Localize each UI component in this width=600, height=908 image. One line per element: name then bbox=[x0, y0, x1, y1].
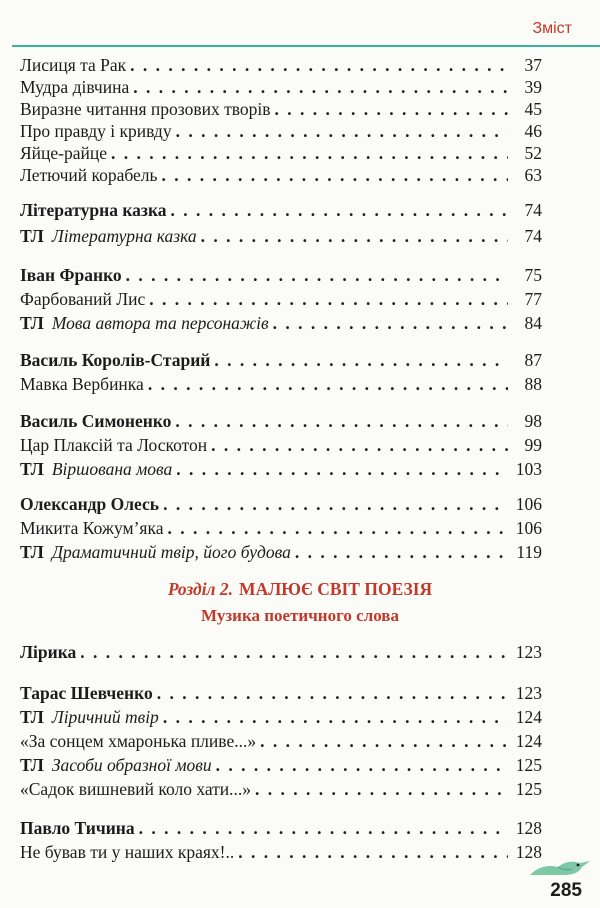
entry-title: Фарбований Лис bbox=[20, 289, 146, 309]
leader-dots bbox=[162, 164, 508, 186]
entry-title: Микита Кожум’яка bbox=[20, 518, 164, 538]
leader-dots bbox=[201, 225, 508, 247]
leader-dots bbox=[130, 54, 508, 76]
theory-prefix: ТЛ bbox=[20, 459, 44, 479]
entry-page: 128 bbox=[515, 818, 542, 838]
entry-page: 128 bbox=[515, 842, 542, 862]
entry-page: 87 bbox=[524, 350, 542, 370]
entry-title: Василь Королів-Старий bbox=[20, 350, 211, 370]
entry-title: Літературна казка bbox=[51, 226, 197, 246]
entry-page: 119 bbox=[516, 542, 542, 562]
entry-page: 45 bbox=[524, 99, 542, 119]
toc-entry[interactable] bbox=[20, 76, 542, 98]
theory-prefix: ТЛ bbox=[20, 707, 44, 727]
toc-author-entry[interactable] bbox=[20, 817, 542, 839]
entry-page: 84 bbox=[524, 313, 542, 333]
entry-page: 123 bbox=[515, 683, 542, 703]
toc-heading-entry[interactable] bbox=[20, 199, 542, 221]
toc-entry[interactable] bbox=[20, 778, 542, 800]
leader-dots bbox=[171, 199, 508, 221]
entry-title: Мавка Вербинка bbox=[20, 374, 144, 394]
leader-dots bbox=[163, 706, 508, 728]
entry-page: 63 bbox=[524, 165, 542, 185]
entry-title: Летючий корабель bbox=[20, 165, 158, 185]
entry-page: 124 bbox=[515, 707, 542, 727]
page-number: 285 bbox=[550, 880, 582, 901]
toc-entry[interactable] bbox=[20, 517, 542, 539]
entry-title: Мудра дівчина bbox=[20, 77, 130, 97]
entry-page: 52 bbox=[524, 143, 542, 163]
toc-heading-entry[interactable] bbox=[20, 641, 542, 663]
entry-page: 106 bbox=[515, 494, 542, 514]
leader-dots bbox=[148, 373, 508, 395]
entry-page: 106 bbox=[515, 518, 542, 538]
entry-title: Мова автора та персонажів bbox=[51, 313, 269, 333]
leader-dots bbox=[111, 142, 508, 164]
theory-prefix: ТЛ bbox=[20, 755, 44, 775]
leader-dots bbox=[176, 458, 508, 480]
toc-entry[interactable] bbox=[20, 288, 542, 310]
toc-theory-entry[interactable] bbox=[20, 541, 542, 563]
leader-dots bbox=[163, 493, 508, 515]
toc-entry[interactable] bbox=[20, 164, 542, 186]
entry-title: Василь Симоненко bbox=[20, 411, 172, 431]
entry-title: Олександр Олесь bbox=[20, 494, 160, 514]
theory-prefix: ТЛ bbox=[20, 313, 44, 333]
entry-title: «Садок вишневий коло хати...» bbox=[20, 779, 252, 799]
header-title: Зміст bbox=[532, 20, 572, 37]
entry-title: Не бував ти у наших краях!.. bbox=[20, 842, 235, 862]
entry-title: Виразне читання прозових творів bbox=[20, 99, 271, 119]
entry-title: Цар Плаксій та Лоскотон bbox=[20, 435, 208, 455]
leader-dots bbox=[157, 682, 508, 704]
toc-entry[interactable] bbox=[20, 142, 542, 164]
entry-page: 124 bbox=[515, 731, 542, 751]
leader-dots bbox=[275, 98, 508, 120]
entry-title: «За сонцем хмаронька пливе...» bbox=[20, 731, 257, 751]
entry-title: Павло Тичина bbox=[20, 818, 135, 838]
entry-title: Лисиця та Рак bbox=[20, 55, 127, 75]
toc-theory-entry[interactable] bbox=[20, 225, 542, 247]
entry-page: 39 bbox=[524, 77, 542, 97]
toc-theory-entry[interactable] bbox=[20, 312, 542, 334]
leader-dots bbox=[126, 264, 508, 286]
toc-entry[interactable] bbox=[20, 120, 542, 142]
entry-title: Засоби образної мови bbox=[51, 755, 212, 775]
entry-page: 98 bbox=[524, 411, 542, 431]
theory-prefix: ТЛ bbox=[20, 542, 44, 562]
leader-dots bbox=[133, 76, 508, 98]
bird-icon bbox=[528, 855, 592, 881]
section-title: МАЛЮЄ СВІТ ПОЕЗІЯ bbox=[239, 579, 433, 599]
entry-page: 75 bbox=[524, 265, 542, 285]
toc-author-entry[interactable] bbox=[20, 682, 542, 704]
entry-title: Віршована мова bbox=[51, 459, 173, 479]
header-divider bbox=[12, 45, 600, 47]
entry-page: 125 bbox=[515, 755, 542, 775]
toc-entry[interactable] bbox=[20, 841, 542, 863]
leader-dots bbox=[214, 349, 508, 371]
leader-dots bbox=[175, 410, 508, 432]
entry-title: Лірика bbox=[20, 642, 77, 662]
leader-dots bbox=[139, 817, 508, 839]
leader-dots bbox=[211, 434, 508, 456]
entry-page: 74 bbox=[524, 200, 542, 220]
toc-entry[interactable] bbox=[20, 730, 542, 752]
toc-theory-entry[interactable] bbox=[20, 458, 542, 480]
section-label: Розділ 2. bbox=[167, 579, 234, 599]
entry-title: Літературна казка bbox=[20, 200, 167, 220]
leader-dots bbox=[176, 120, 508, 142]
entry-page: 99 bbox=[524, 435, 542, 455]
entry-title: Драматичний твір, його будова bbox=[51, 542, 291, 562]
toc-theory-entry[interactable] bbox=[20, 706, 542, 728]
entry-title: Ліричний твір bbox=[51, 707, 159, 727]
entry-title: Яйце-райце bbox=[20, 143, 108, 163]
leader-dots bbox=[80, 641, 508, 663]
entry-title: Про правду і кривду bbox=[20, 121, 172, 141]
toc-theory-entry[interactable] bbox=[20, 754, 542, 776]
leader-dots bbox=[216, 754, 508, 776]
toc-entry[interactable] bbox=[20, 373, 542, 395]
toc-entry[interactable] bbox=[20, 54, 542, 76]
entry-page: 46 bbox=[524, 121, 542, 141]
toc-author-entry[interactable] bbox=[20, 264, 542, 286]
leader-dots bbox=[255, 778, 508, 800]
entry-page: 77 bbox=[524, 289, 542, 309]
entry-page: 125 bbox=[515, 779, 542, 799]
theory-prefix: ТЛ bbox=[20, 226, 44, 246]
toc-author-entry[interactable] bbox=[20, 349, 542, 371]
toc-author-entry[interactable] bbox=[20, 493, 542, 515]
toc-entry[interactable] bbox=[20, 434, 542, 456]
entry-page: 123 bbox=[515, 642, 542, 662]
leader-dots bbox=[167, 517, 508, 539]
leader-dots bbox=[238, 841, 508, 863]
entry-page: 37 bbox=[524, 55, 542, 75]
entry-title: Іван Франко bbox=[20, 265, 122, 285]
leader-dots bbox=[273, 312, 508, 334]
leader-dots bbox=[260, 730, 508, 752]
toc-author-entry[interactable] bbox=[20, 410, 542, 432]
entry-title: Тарас Шевченко bbox=[20, 683, 153, 703]
toc-entry[interactable] bbox=[20, 98, 542, 120]
entry-page: 88 bbox=[524, 374, 542, 394]
entry-page: 103 bbox=[515, 459, 542, 479]
subsection-heading: Музика поетичного слова bbox=[201, 606, 399, 625]
leader-dots bbox=[149, 288, 508, 310]
leader-dots bbox=[295, 541, 508, 563]
section-heading bbox=[0, 579, 600, 600]
entry-page: 74 bbox=[524, 226, 542, 246]
